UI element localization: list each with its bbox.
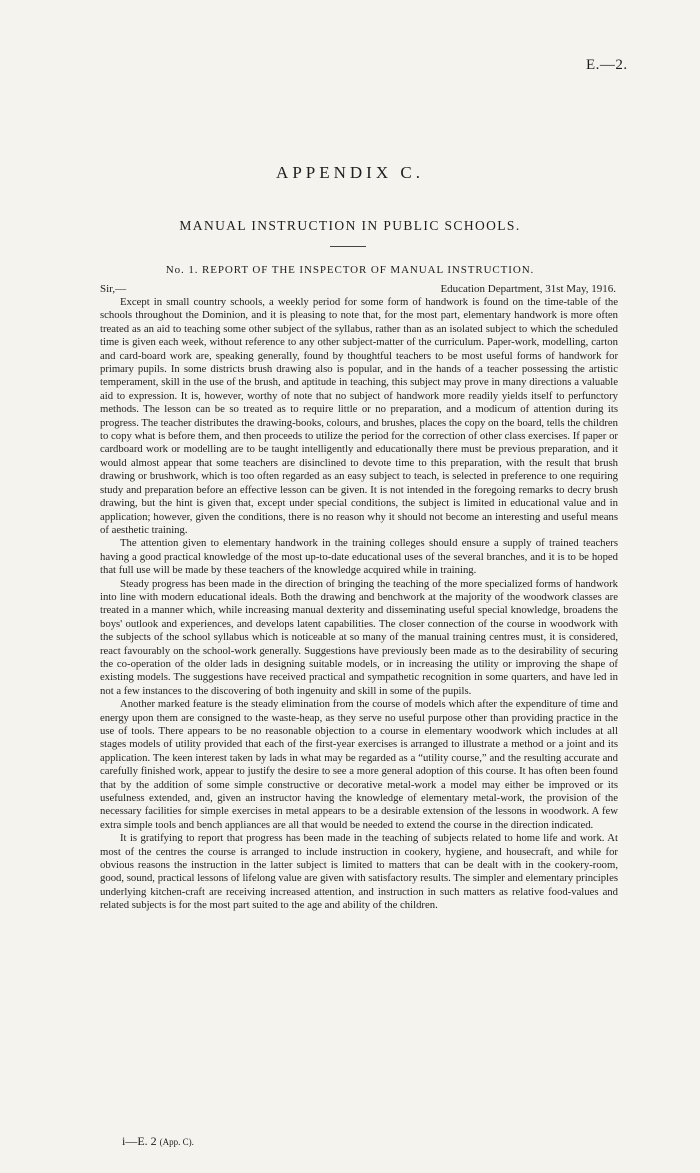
footer-signature-mark: [122, 1134, 194, 1149]
paragraph: Steady progress has been made in the direction of bringing the teaching of the more specialized forms of handwork into line with modern educational ideals. Both the drawing and benchwork at the majority of the woodwork classes are treated in a manner which, while increasing manual dexterity and disseminating useful special knowledge, broadens the boys' outlook and experiences, and develops latent capabilities. The closer connection of the course in woodwork with the subjects of the school syllabus which is noticeable at so many of the manual training centres must, it is considered, react favourably on the school-work generally. Suggestions have previously been made as to the desirability of securing the co-operation of the older lads in designing suitable models, or in increasing the utility or improving the shape of existing models. The suggestions have received practical and sympathetic recognition in some quarters, and have led in not a few instances to the discovering of both ingenuity and skill in some of the pupils.: [100, 577, 618, 697]
report-body: [100, 296, 618, 913]
title-divider: [330, 246, 366, 247]
paragraph: It is gratifying to report that progress has been made in the teaching of subjects related to home life and work. At most of the centres the course is arranged to include instruction in cookery, hygiene, and housecraft, and while for obvious reasons the instruction in the latter subject is limited to matters that can be dealt with in the cookery-room, good, sound, practical lessons of lifelong value are given with satisfactory results. The simpler and elementary principles underlying kitchen-craft are receiving increased attention, and instruction in such matters as relative food-values and related subjects is for the most part suited to the age and ability of the children.: [100, 832, 618, 912]
footer-code: i—E. 2: [122, 1134, 157, 1148]
section-title: MANUAL INSTRUCTION IN PUBLIC SCHOOLS.: [179, 218, 521, 233]
appendix-title: APPENDIX C.: [276, 163, 424, 182]
paragraph: Except in small country schools, a weekly period for some form of handwork is found on the time-table of the schools throughout the Dominion, and it is pleasing to note that, for the most part, elementary handwork is more often treated as an aid to teaching some other subject of the syllabus, rather than as an isolated subject to which the scheduled time is given each week, without reference to any other subject-matter of the curriculum. Paper-work, modelling, carton and card-board work are, speaking generally, found by thoughtful teachers to be most useful forms of handwork for primary pupils. In some districts brush drawing also is popular, and in the hands of a teacher possessing the artistic temperament, skill in the use of the brush, and aptitude in teaching, this subject may prove in many directions a valuable aid to expression. It is, however, worthy of note that no subject of handwork more readily yields itself to perfunctory methods. The lesson can be so treated as to require little or no preparation, and a modicum of attention during its progress. The teacher distributes the drawing-books, colours, and brushes, places the copy on the board, tells the children to copy what is before them, and then proceeds to utilize the period for the correction of other class exercises. If paper or cardboard work or modelling are to be taught intelligently and educationally there must be previous preparation, and it would almost appear that some teachers are disinclined to devote time to this preparation, with the result that brush drawing or brushwork, which is too often regarded as an easy subject to teach, is selected in preference to one requiring study and preparation before an effective lesson can be given. It is not intended in the foregoing remarks to decry brush drawing, but the hint is given that, except under special conditions, the subject is limited in educational value and in application; however, given the conditions, there is no reason why it should not become an interesting and useful means of aesthetic training.: [100, 296, 619, 536]
footer-note: (App. C).: [159, 1137, 194, 1147]
dateline: Education Department, 31st May, 1916.: [440, 283, 616, 295]
salutation: Sir,—: [100, 283, 127, 295]
paragraph: Another marked feature is the steady elimination from the course of models which after the expenditure of time and energy upon them are consigned to the waste-heap, as they serve no useful purpose other than providing practice in the use of tools. There appears to be no reasonable objection to a course in elementary woodwork which includes at all stages models of utility provided that each of the first-year exercises is arranged to illustrate a method or a joint and its application. The keen interest taken by lads in what may be regarded as a “utility course,” and the resulting accurate and carefully finished work, appear to justify the desire to see a more general adoption of this course. It has often been found that by the addition of some simple constructive or decorative metal-work a model may either be improved or its usefulness extended, and, given an instructor having the knowledge of elementary metal-work, the provision of the necessary facilities for simple exercises in metal appears to be a desirable extension of the lessons in woodwork. A few extra simple tools and bench appliances are all that would be needed to extend the course in the direction indicated.: [100, 698, 618, 831]
page-number: E.—2.: [586, 57, 628, 73]
paragraph: The attention given to elementary handwork in the training colleges should ensure a supply of trained teachers having a good practical knowledge of the most up-to-date educational uses of the several branches, and it is to be hoped that full use will be made by these teachers of the knowledge acquired while in training.: [100, 537, 618, 577]
report-title: No. 1. REPORT OF THE INSPECTOR OF MANUAL INSTRUCTION.: [165, 264, 535, 276]
